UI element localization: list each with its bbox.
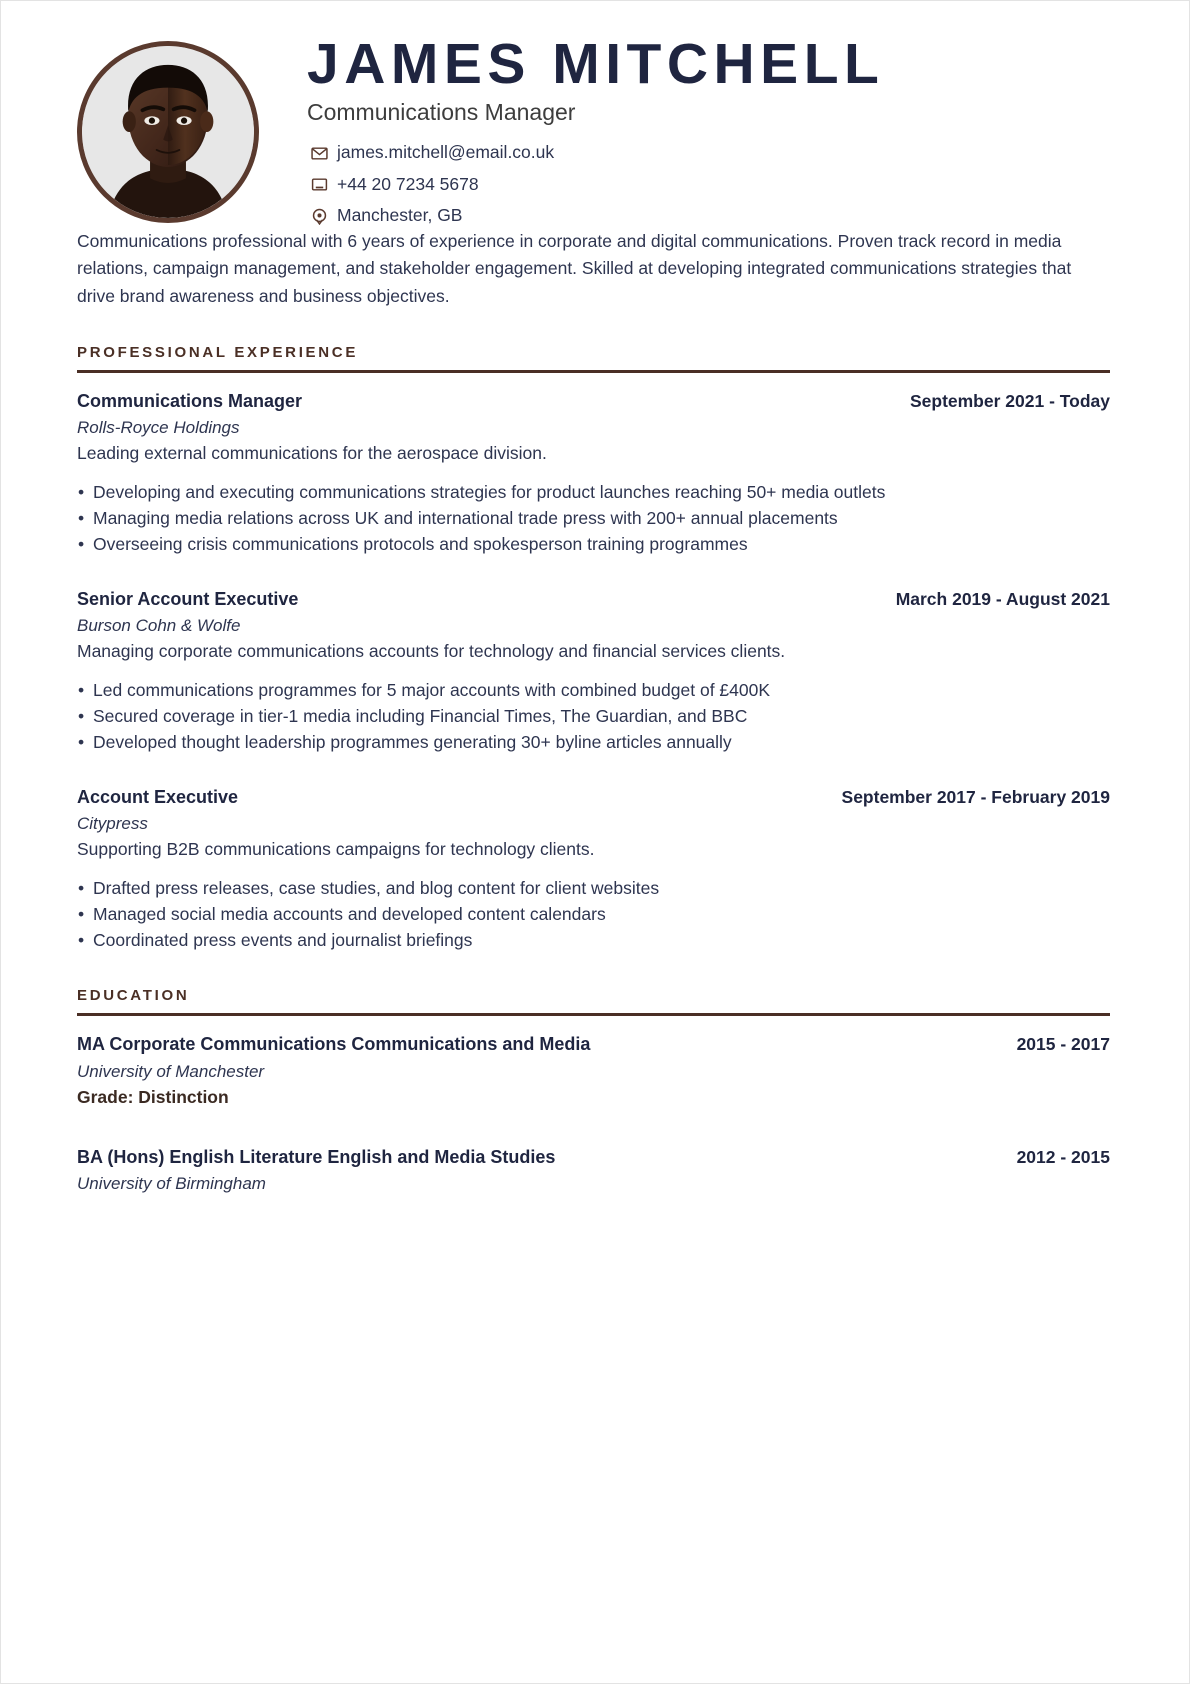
education-degree: BA (Hons) English Literature English and Media Studies (77, 1146, 556, 1167)
experience-entry (77, 786, 1110, 954)
education-date: 2015 - 2017 (1016, 1034, 1110, 1055)
section-divider (77, 1013, 1110, 1016)
education-entry-header (77, 1033, 1110, 1056)
list-item: • Drafted press releases, case studies, and blog content for client websites (77, 875, 1110, 901)
education-entry (77, 1146, 1110, 1195)
section-professional-experience (77, 344, 1110, 954)
experience-description: Managing corporate communications accounts for technology and financial services clients. (77, 641, 786, 662)
list-item: • Managed social media accounts and developed content calendars (77, 901, 1110, 927)
experience-date: September 2017 - February 2019 (841, 786, 1110, 807)
section-title-experience: PROFESSIONAL EXPERIENCE (77, 343, 359, 361)
contact-location[interactable] (311, 207, 1110, 225)
education-entry-header (77, 1146, 1110, 1169)
envelope-icon (311, 145, 328, 162)
education-degree: MA Corporate Communications Communications and Media (77, 1034, 591, 1055)
experience-date: March 2019 - August 2021 (895, 588, 1110, 609)
list-item: • Overseeing crisis communications protocols and spokesperson training programmes (77, 531, 1110, 557)
experience-description: Leading external communications for the aerospace division. (77, 443, 547, 464)
contact-location-value: Manchester, GB (337, 205, 463, 226)
list-item: • Coordinated press events and journalist briefings (77, 927, 1110, 953)
list-item: • Developed thought leadership programmes generating 30+ byline articles annually (77, 729, 1110, 755)
section-education (77, 987, 1110, 1195)
page-title: JAMES MITCHELL (307, 32, 885, 96)
header-text-block (267, 23, 1110, 225)
phone-icon (311, 176, 328, 193)
contact-phone-value: +44 20 7234 5678 (337, 173, 479, 194)
list-item: • Led communications programmes for 5 major accounts with combined budget of £400K (77, 677, 1110, 703)
header-job-title: Communications Manager (307, 98, 576, 125)
experience-entry-header (77, 588, 1110, 611)
portrait-photo-icon (82, 46, 254, 218)
experience-description: Supporting B2B communications campaigns for technology clients. (77, 839, 595, 860)
education-institution: University of Birmingham (77, 1173, 266, 1193)
education-grade: Grade: Distinction (77, 1086, 229, 1107)
experience-bullet-list (77, 479, 1110, 558)
experience-entry-header (77, 390, 1110, 413)
experience-date: September 2021 - Today (909, 390, 1110, 411)
list-item: • Managing media relations across UK and international trade press with 200+ annual placements (77, 505, 1110, 531)
experience-role: Senior Account Executive (77, 588, 299, 609)
education-institution: University of Manchester (77, 1061, 265, 1081)
experience-entry (77, 588, 1110, 756)
experience-bullet-list (77, 875, 1110, 954)
avatar (77, 41, 259, 223)
education-date: 2012 - 2015 (1016, 1146, 1110, 1167)
avatar-container (77, 23, 267, 223)
list-item: • Developing and executing communications strategies for product launches reaching 50+ media outlets (77, 479, 1110, 505)
list-item: • Secured coverage in tier-1 media including Financial Times, The Guardian, and BBC (77, 703, 1110, 729)
section-divider (77, 370, 1110, 373)
resume-header (77, 23, 1110, 225)
experience-role: Account Executive (77, 786, 239, 807)
experience-organization: Burson Cohn & Wolfe (77, 616, 241, 636)
experience-entry (77, 390, 1110, 558)
experience-organization: Rolls-Royce Holdings (77, 418, 240, 438)
experience-organization: Citypress (77, 813, 148, 833)
contact-phone[interactable] (311, 173, 1110, 194)
contact-list (311, 144, 1110, 225)
section-title-education: EDUCATION (77, 987, 190, 1005)
contact-email-value: james.mitchell@email.co.uk (337, 142, 555, 163)
location-pin-icon (311, 208, 328, 225)
experience-role: Communications Manager (77, 390, 303, 411)
experience-bullet-list (77, 677, 1110, 756)
professional-summary: Communications professional with 6 years of experience in corporate and digital communications. Proven track record in media relations, campaign management, and stakeholder engagement. Skilled at developing integrated communications strategies that drive brand awareness and business objectives. (77, 230, 1072, 306)
experience-entry-header (77, 786, 1110, 809)
education-entry (77, 1033, 1110, 1109)
contact-email[interactable] (311, 144, 1110, 162)
